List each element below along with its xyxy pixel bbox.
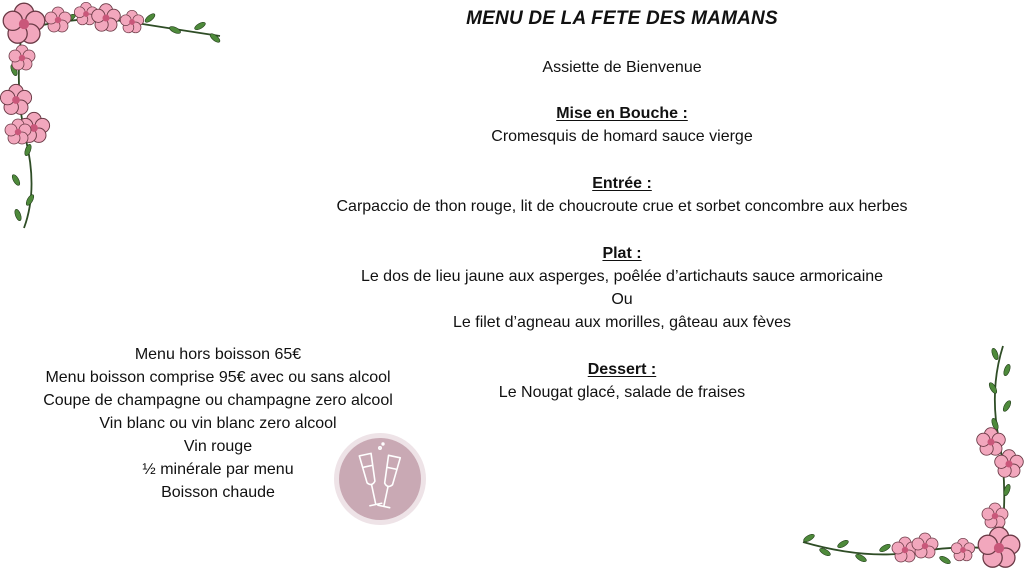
drinks-line: Menu hors boisson 65€	[134, 346, 302, 363]
starter-heading: Entrée :	[592, 175, 652, 192]
main-course-item-2: Le filet d’agneau aux morilles, gâteau aux fèves	[453, 314, 791, 331]
dessert-heading: Dessert :	[587, 361, 657, 378]
champagne-glasses-icon	[333, 432, 427, 526]
floral-vine-icon	[0, 0, 230, 235]
drinks-line: Vin blanc ou vin blanc zero alcool	[99, 415, 337, 432]
main-course-heading: Plat :	[602, 245, 642, 262]
page-title: MENU DE LA FETE DES MAMANS	[466, 8, 778, 29]
main-course-or: Ou	[611, 291, 633, 308]
main-course-item-1: Le dos de lieu jaune aux asperges, poêlée d’artichauts sauce armoricaine	[360, 268, 884, 285]
welcome-plate: Assiette de Bienvenue	[542, 59, 702, 76]
dessert-item: Le Nougat glacé, salade de fraises	[498, 384, 746, 401]
floral-vine-icon	[795, 340, 1024, 576]
drinks-line: Coupe de champagne ou champagne zero alcool	[43, 392, 393, 409]
starter-item: Carpaccio de thon rouge, lit de choucroute crue et sorbet concombre aux herbes	[336, 198, 908, 215]
drinks-line: Vin rouge	[183, 438, 253, 455]
drinks-line: ½ minérale par menu	[142, 461, 294, 478]
amuse-bouche-item: Cromesquis de homard sauce vierge	[491, 128, 753, 145]
amuse-bouche-heading: Mise en Bouche :	[556, 105, 688, 122]
drinks-line: Boisson chaude	[161, 484, 275, 501]
drinks-line: Menu boisson comprise 95€ avec ou sans alcool	[45, 369, 391, 386]
